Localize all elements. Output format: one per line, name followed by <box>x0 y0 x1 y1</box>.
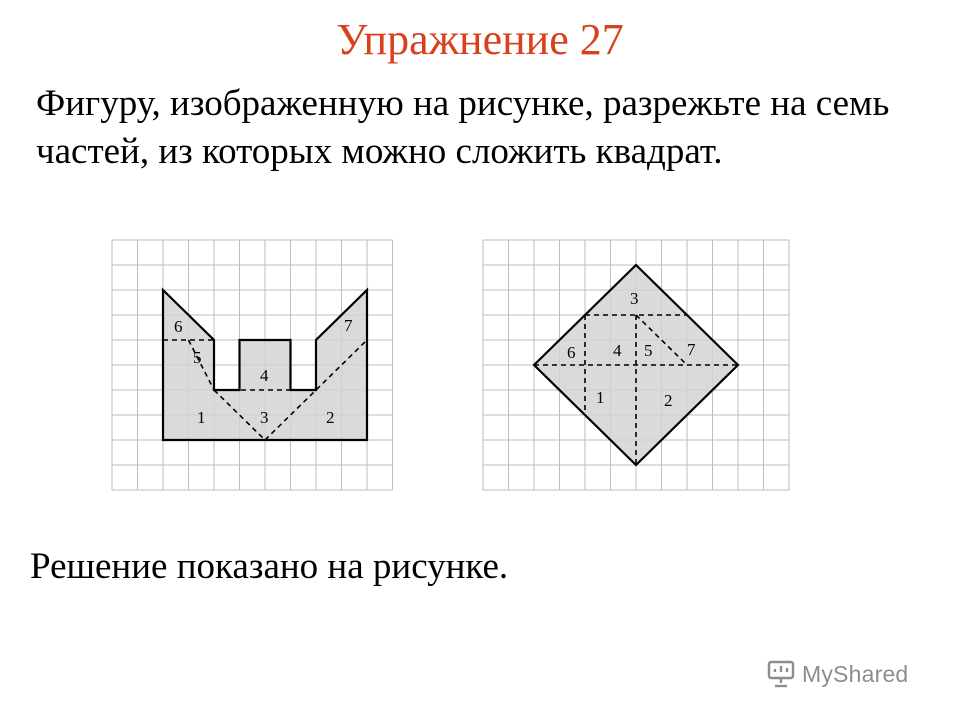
piece-label: 7 <box>344 316 353 335</box>
watermark <box>766 656 908 692</box>
assembled-square-figure <box>481 238 791 497</box>
slide-title: Упражнение 27 <box>336 15 624 64</box>
piece-label: 2 <box>664 391 673 410</box>
watermark-brand: MyShared <box>802 660 909 687</box>
piece-label: 6 <box>567 343 576 362</box>
piece-label: 6 <box>174 317 183 336</box>
problem-statement: Фигуру, изображенную на рисунке, разрежьте на семь частей, из которых можно сложить квадрат. <box>36 83 890 172</box>
piece-label: 1 <box>596 388 605 407</box>
piece-label: 4 <box>260 366 269 385</box>
piece-label: 3 <box>260 408 269 427</box>
piece-label: 1 <box>197 408 206 427</box>
piece-label: 4 <box>613 341 622 360</box>
original-figure <box>110 238 393 497</box>
piece-label: 7 <box>687 340 696 359</box>
piece-label: 3 <box>630 289 639 308</box>
piece-label: 5 <box>193 348 202 367</box>
piece-label: 2 <box>326 408 335 427</box>
presentation-board-icon <box>766 659 796 689</box>
piece-label: 5 <box>644 341 653 360</box>
answer-text: Решение показано на рисунке. <box>30 546 509 587</box>
